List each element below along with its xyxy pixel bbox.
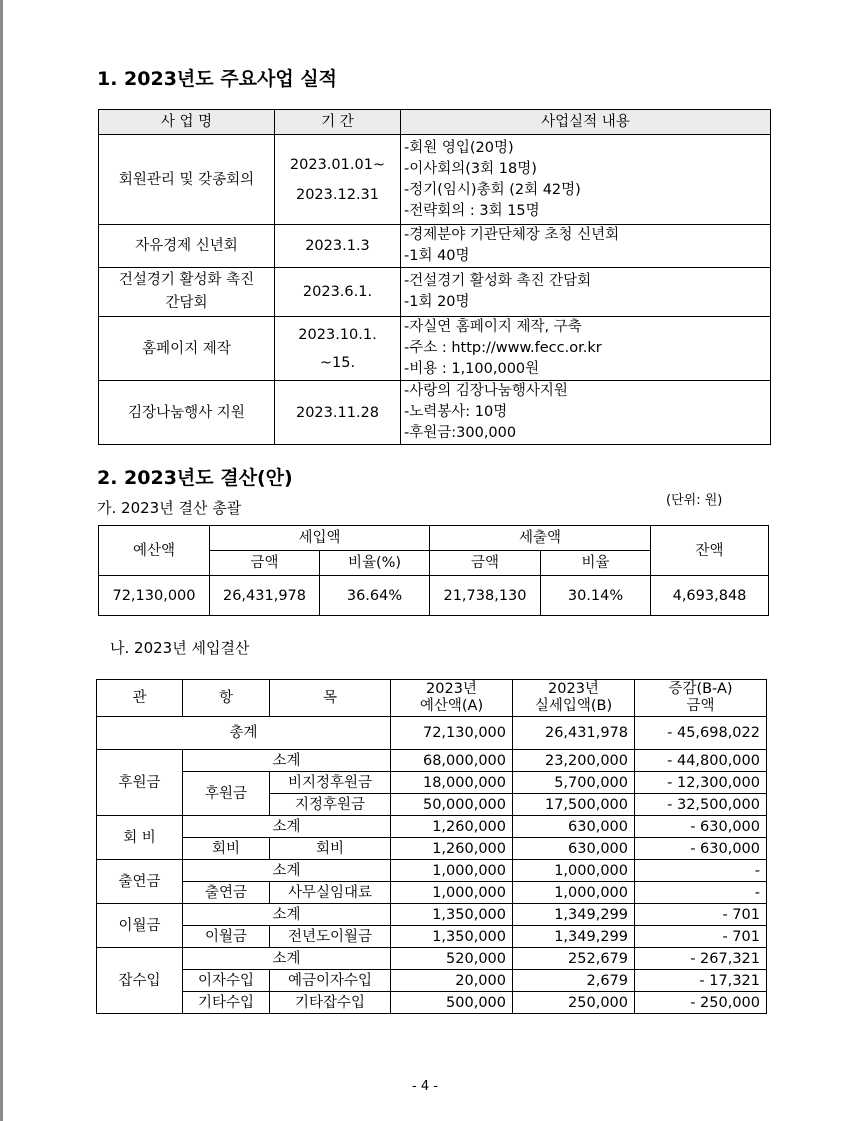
header-mok: 목 bbox=[270, 680, 391, 717]
income-ratio-value: 36.64% bbox=[320, 576, 430, 616]
table-row bbox=[99, 576, 769, 616]
item-diff: - 12,300,000 bbox=[635, 772, 767, 794]
item-budget: 20,000 bbox=[391, 970, 513, 992]
table-row bbox=[97, 772, 767, 794]
header-actual-b: 2023년 실세입액(B) bbox=[513, 680, 635, 717]
item-budget: 1,260,000 bbox=[391, 838, 513, 860]
header-expense: 세출액 bbox=[430, 526, 651, 551]
table-row bbox=[99, 225, 771, 268]
item-diff: - 32,500,000 bbox=[635, 794, 767, 816]
budget-value: 72,130,000 bbox=[99, 576, 210, 616]
business-period: 2023.6.1. bbox=[275, 268, 401, 317]
table-row bbox=[97, 882, 767, 904]
hang-cell: 후원금 bbox=[183, 772, 270, 816]
header-business-name: 사 업 명 bbox=[99, 110, 275, 135]
business-details: -경제분야 기관단체장 초청 신년회 -1회 40명 bbox=[401, 225, 771, 268]
table-row bbox=[99, 135, 771, 225]
mok-cell: 회비 bbox=[270, 838, 391, 860]
total-budget: 72,130,000 bbox=[391, 717, 513, 750]
header-balance: 잔액 bbox=[651, 526, 769, 576]
gwan-cell: 잡수입 bbox=[97, 948, 183, 1014]
header-period: 기 간 bbox=[275, 110, 401, 135]
hang-cell: 회비 bbox=[183, 838, 270, 860]
hang-cell: 기타수입 bbox=[183, 992, 270, 1014]
item-budget: 500,000 bbox=[391, 992, 513, 1014]
subtotal-actual: 1,349,299 bbox=[513, 904, 635, 926]
income-subtitle: 나. 2023년 세입결산 bbox=[110, 639, 250, 657]
business-details: -자실연 홈페이지 제작, 구축 -주소 : http://www.fecc.or.kr -비용 : 1,100,000원 bbox=[401, 317, 771, 381]
item-diff: - 701 bbox=[635, 926, 767, 948]
subtotal-diff: - 630,000 bbox=[635, 816, 767, 838]
business-name: 자유경제 신년회 bbox=[99, 225, 275, 268]
header-gwan: 관 bbox=[97, 680, 183, 717]
table-row bbox=[97, 970, 767, 992]
gwan-cell: 회 비 bbox=[97, 816, 183, 860]
item-budget: 50,000,000 bbox=[391, 794, 513, 816]
mok-cell: 지정후원금 bbox=[270, 794, 391, 816]
subtotal-label: 소계 bbox=[183, 948, 391, 970]
header-income: 세입액 bbox=[210, 526, 430, 551]
item-diff: - 17,321 bbox=[635, 970, 767, 992]
subtotal-budget: 68,000,000 bbox=[391, 750, 513, 772]
business-name: 회원관리 및 갖종회의 bbox=[99, 135, 275, 225]
gwan-cell: 이월금 bbox=[97, 904, 183, 948]
table-row bbox=[97, 717, 767, 750]
header-expense-ratio: 비율 bbox=[541, 551, 651, 576]
subtotal-diff: - 267,321 bbox=[635, 948, 767, 970]
business-details: -회원 영입(20명) -이사회의(3회 18명) -정기(임시)총회 (2회 42명) -전략회의 : 3회 15명 bbox=[401, 135, 771, 225]
item-diff: - 250,000 bbox=[635, 992, 767, 1014]
header-details: 사업실적 내용 bbox=[401, 110, 771, 135]
business-details: -사랑의 김장나눔행사지원 -노력봉사: 10명 -후원금:300,000 bbox=[401, 381, 771, 445]
table-row bbox=[97, 838, 767, 860]
unit-label: (단위: 원) bbox=[666, 493, 723, 508]
business-name: 건설경기 활성화 촉진 간담회 bbox=[99, 268, 275, 317]
page-number: - 4 - bbox=[412, 1079, 438, 1094]
business-period: 2023.10.1. ~15. bbox=[275, 317, 401, 381]
section1-title: 1. 2023년도 주요사업 실적 bbox=[97, 68, 337, 90]
header-budget: 예산액 bbox=[99, 526, 210, 576]
item-budget: 18,000,000 bbox=[391, 772, 513, 794]
item-actual: 630,000 bbox=[513, 838, 635, 860]
mok-cell: 예금이자수입 bbox=[270, 970, 391, 992]
subtotal-label: 소계 bbox=[183, 904, 391, 926]
subtotal-diff: - 44,800,000 bbox=[635, 750, 767, 772]
header-budget-a: 2023년 예산액(A) bbox=[391, 680, 513, 717]
table-row bbox=[97, 860, 767, 882]
subtotal-label: 소계 bbox=[183, 816, 391, 838]
subtotal-actual: 1,000,000 bbox=[513, 860, 635, 882]
balance-value: 4,693,848 bbox=[651, 576, 769, 616]
item-actual: 250,000 bbox=[513, 992, 635, 1014]
hang-cell: 이월금 bbox=[183, 926, 270, 948]
gwan-cell: 후원금 bbox=[97, 750, 183, 816]
business-name: 홈페이지 제작 bbox=[99, 317, 275, 381]
subtotal-budget: 1,350,000 bbox=[391, 904, 513, 926]
total-label: 총계 bbox=[97, 717, 391, 750]
header-hang: 항 bbox=[183, 680, 270, 717]
business-name: 김장나눔행사 지원 bbox=[99, 381, 275, 445]
total-actual: 26,431,978 bbox=[513, 717, 635, 750]
table-row bbox=[97, 904, 767, 926]
item-actual: 17,500,000 bbox=[513, 794, 635, 816]
table-row bbox=[99, 268, 771, 317]
subtotal-budget: 1,260,000 bbox=[391, 816, 513, 838]
settlement-summary-table bbox=[98, 525, 769, 616]
table-row bbox=[97, 992, 767, 1014]
hang-cell: 출연금 bbox=[183, 882, 270, 904]
item-actual: 1,349,299 bbox=[513, 926, 635, 948]
business-period: 2023.1.3 bbox=[275, 225, 401, 268]
item-diff: - bbox=[635, 882, 767, 904]
header-income-amount: 금액 bbox=[210, 551, 320, 576]
mok-cell: 기타잡수입 bbox=[270, 992, 391, 1014]
item-actual: 5,700,000 bbox=[513, 772, 635, 794]
gwan-cell: 출연금 bbox=[97, 860, 183, 904]
header-diff: 증감(B-A) 금액 bbox=[635, 680, 767, 717]
header-expense-amount: 금액 bbox=[430, 551, 541, 576]
mok-cell: 사무실임대료 bbox=[270, 882, 391, 904]
business-details: -건설경기 활성화 촉진 간담회 -1회 20명 bbox=[401, 268, 771, 317]
table-row bbox=[99, 317, 771, 381]
table-row bbox=[97, 926, 767, 948]
page-left-edge bbox=[0, 0, 3, 1121]
business-results-table bbox=[98, 109, 771, 445]
subtotal-actual: 630,000 bbox=[513, 816, 635, 838]
subtotal-diff: - 701 bbox=[635, 904, 767, 926]
summary-subtitle: 가. 2023년 결산 총괄 bbox=[97, 499, 242, 517]
item-diff: - 630,000 bbox=[635, 838, 767, 860]
total-diff: - 45,698,022 bbox=[635, 717, 767, 750]
table-row bbox=[97, 816, 767, 838]
subtotal-label: 소계 bbox=[183, 750, 391, 772]
subtotal-label: 소계 bbox=[183, 860, 391, 882]
income-settlement-table bbox=[96, 679, 767, 1014]
income-amount-value: 26,431,978 bbox=[210, 576, 320, 616]
header-income-ratio: 비율(%) bbox=[320, 551, 430, 576]
section2-title: 2. 2023년도 결산(안) bbox=[97, 467, 293, 489]
subtotal-budget: 1,000,000 bbox=[391, 860, 513, 882]
expense-amount-value: 21,738,130 bbox=[430, 576, 541, 616]
subtotal-actual: 23,200,000 bbox=[513, 750, 635, 772]
subtotal-diff: - bbox=[635, 860, 767, 882]
mok-cell: 비지정후원금 bbox=[270, 772, 391, 794]
item-budget: 1,000,000 bbox=[391, 882, 513, 904]
table-row bbox=[97, 750, 767, 772]
business-period: 2023.11.28 bbox=[275, 381, 401, 445]
hang-cell: 이자수입 bbox=[183, 970, 270, 992]
item-budget: 1,350,000 bbox=[391, 926, 513, 948]
mok-cell: 전년도이월금 bbox=[270, 926, 391, 948]
table-row bbox=[97, 948, 767, 970]
subtotal-actual: 252,679 bbox=[513, 948, 635, 970]
business-period: 2023.01.01~ 2023.12.31 bbox=[275, 135, 401, 225]
table-row bbox=[99, 381, 771, 445]
item-actual: 2,679 bbox=[513, 970, 635, 992]
subtotal-budget: 520,000 bbox=[391, 948, 513, 970]
item-actual: 1,000,000 bbox=[513, 882, 635, 904]
expense-ratio-value: 30.14% bbox=[541, 576, 651, 616]
